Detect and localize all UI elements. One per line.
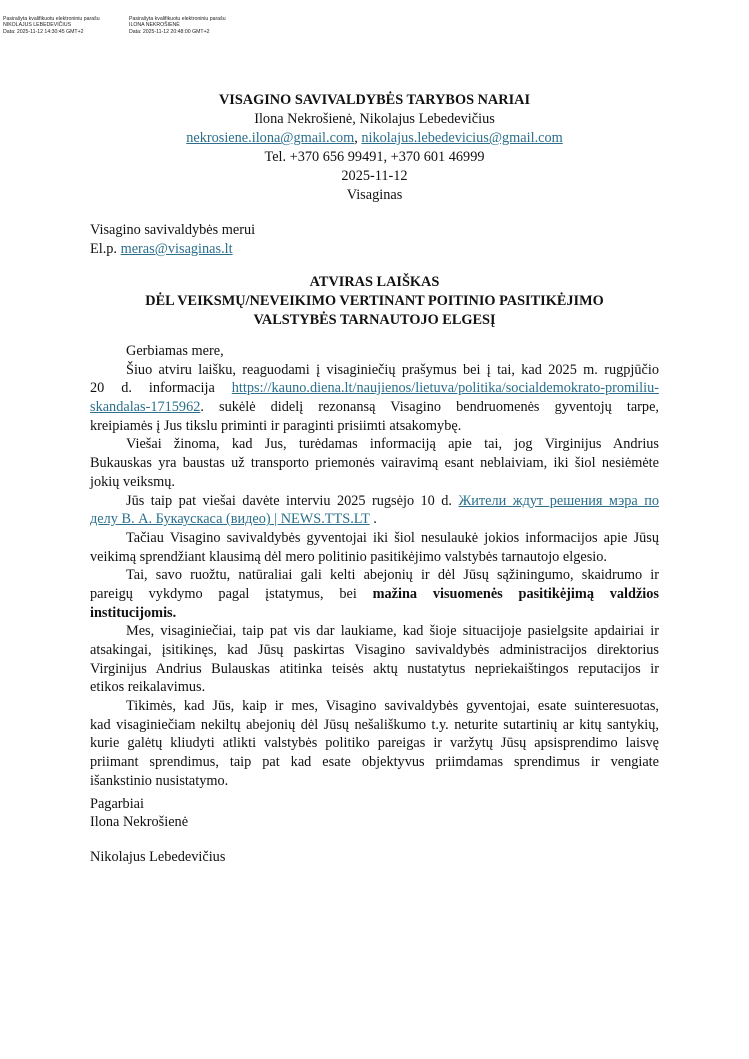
paragraph-1-line: Šiuo atviru laišku, reaguodami į visaginiečių prašymus bei į tai, kad 2025 m. rugpjūčio xyxy=(126,361,659,378)
paragraph-7-line: priimant sprendimus, taip pat kad esate objektyvus priimdamas sprendimus ir vengiate xyxy=(90,754,659,771)
paragraph-5-line: Tai, savo ruožtu, natūraliai gali kelti abejonių ir dėl Jūsų sąžiningumo, skaidrumo ir xyxy=(126,567,659,584)
signature-stamp-nekrosiene xyxy=(129,16,226,35)
article-link-kauno-diena-cont[interactable]: skandalas-1715962 xyxy=(90,399,201,416)
paragraph-5-emphasis: institucijomis. xyxy=(90,604,177,621)
signature-stamp-lebedevicius xyxy=(3,16,100,35)
paragraph-7-line: kad visaginiečiam nekiltų abejonių dėl Jūsų nešališkumo t.y. neturite sutartinių ar kitų santykių, xyxy=(90,716,659,733)
paragraph-7-line: Tikimės, kad Jūs, kaip ir mes, Visagino savivaldybės gyventojai, esate suinteresuotas, xyxy=(126,698,659,715)
letter-title-line1: ATVIRAS LAIŠKAS xyxy=(309,274,440,290)
interview-link-news-tts[interactable]: Жители ждут решения мэра по xyxy=(458,492,659,509)
recipient-email-label: El.p. xyxy=(90,241,121,257)
letter-title-line3: VALSTYBĖS TARNAUTOJO ELGESĮ xyxy=(253,312,496,328)
paragraph-1-text: . sukėlė didelį rezonansą Visagino bendruomenės gyventojų tarpe, xyxy=(200,399,659,416)
paragraph-1-line xyxy=(90,379,659,398)
paragraph-4-line: Tačiau Visagino savivaldybės gyventojai iki šiol nesulaukė jokios informacijos apie Jūsų xyxy=(126,529,659,546)
paragraph-2-line: Bukauskas yra baustas už transporto priemonės vairavimą esant neblaiviam, iki šiol nesiėmėte xyxy=(90,455,659,472)
paragraph-6-line: Mes, visaginiečiai, taip pat vis dar laukiame, kad šioje situacijoje pasielgsite apdairiai ir xyxy=(126,623,659,640)
signature-line: Pasirašyta kvalifikuotu elektroniniu parašu xyxy=(3,16,100,22)
paragraph-3-line xyxy=(90,492,659,511)
signature-date: Data: 2025-11-12 14:30:45 GMT+2 xyxy=(3,28,84,35)
paragraph-6-line: atsakingai, įsitikinęs, kad Jūsų paskirtas Visagino savivaldybės administracijos direktorius xyxy=(90,642,659,658)
paragraph-2-line: Viešai žinoma, kad Jus, turėdamas informaciją apie tai, jog Virginijus Andrius xyxy=(126,436,659,453)
recipient-email-link[interactable]: meras@visaginas.lt xyxy=(120,241,233,257)
paragraph-7-line: išankstinio nusistatymo. xyxy=(90,772,229,789)
header-names: Ilona Nekrošienė, Nikolajus Lebedevičius xyxy=(254,111,495,127)
article-link-kauno-diena[interactable]: https://kauno.diena.lt/naujienos/lietuva/politika/socialdemokrato-promiliu- xyxy=(231,380,659,397)
header-phone: Tel. +370 656 99491, +370 601 46999 xyxy=(264,149,485,165)
paragraph-1-text: 20 d. informacija xyxy=(90,380,232,397)
header-city: Visaginas xyxy=(346,187,403,203)
paragraph-1-line: kreipiamės į Jus tikslu priminti ir paraginti prisiimti atsakomybę. xyxy=(90,417,462,434)
paragraph-5-line xyxy=(90,604,659,623)
signature-name: NIKOLAJUS LEBEDEVIČIUS xyxy=(3,22,72,29)
email-link-nekrosiene[interactable]: nekrosiene.ilona@gmail.com xyxy=(186,130,355,146)
interview-link-news-tts-cont[interactable]: делу В. А. Букаускаса (видео) | NEWS.TTS.LT xyxy=(90,511,370,528)
header-org: VISAGINO SAVIVALDYBĖS TARYBOS NARIAI xyxy=(218,92,531,108)
greeting: Gerbiamas mere, xyxy=(126,343,224,359)
paragraph-3-line xyxy=(90,510,659,529)
signature-line: Pasirašyta kvalifikuotu elektroniniu parašu xyxy=(129,16,226,22)
paragraph-1-line xyxy=(90,398,659,417)
header-emails xyxy=(0,129,749,148)
letter-title-line2: DĖL VEIKSMŲ/NEVEIKIMO VERTINANT POITINIO PASITIKĖJIMO xyxy=(145,293,604,309)
paragraph-4-line: veikimą sprendžiant klausimą dėl mero politinio pasitikėjimo valstybės tarnautojo elgesio. xyxy=(90,548,607,565)
paragraph-3-text: Jūs taip pat viešai davėte interviu 2025 rugsėjo 10 d. xyxy=(126,492,459,509)
paragraph-6-line: etikos reikalavimus. xyxy=(90,679,206,696)
email-separator: , xyxy=(354,130,362,146)
paragraph-5-line xyxy=(90,585,659,604)
paragraph-6-line: Virginijus Andrius Bulauskas atitinka teisės aktų nustatytus nepriekaištingos reputacijos ir xyxy=(90,660,659,677)
closing-signer-1: Ilona Nekrošienė xyxy=(90,814,189,830)
paragraph-7-line: kurie galėtų kliudyti atlikti valstybės politiko pareigas ir varžytų Jūsų apsisprendimo laisvę xyxy=(90,735,659,752)
closing-signer-2: Nikolajus Lebedevičius xyxy=(90,849,226,865)
paragraph-5-emphasis: mažina visuomenės pasitikėjimą valdžios xyxy=(372,585,659,602)
signature-date: Data: 2025-11-12 20:48:00 GMT+2 xyxy=(129,28,210,35)
paragraph-2-line: jokių veiksmų. xyxy=(90,473,175,490)
recipient-email-line xyxy=(90,240,233,259)
email-link-lebedevicius[interactable]: nikolajus.lebedevicius@gmail.com xyxy=(361,130,563,146)
paragraph-5-text: pareigų vykdymo pagal įstatymus, bei xyxy=(90,585,373,602)
closing-regards: Pagarbiai xyxy=(90,796,144,812)
letter-body xyxy=(90,342,659,791)
header-date: 2025-11-12 xyxy=(341,168,408,184)
signature-name: ILONA NEKROŠIENĖ xyxy=(129,22,180,29)
paragraph-3-text: . xyxy=(369,511,377,528)
recipient-to: Visagino savivaldybės merui xyxy=(90,222,256,238)
